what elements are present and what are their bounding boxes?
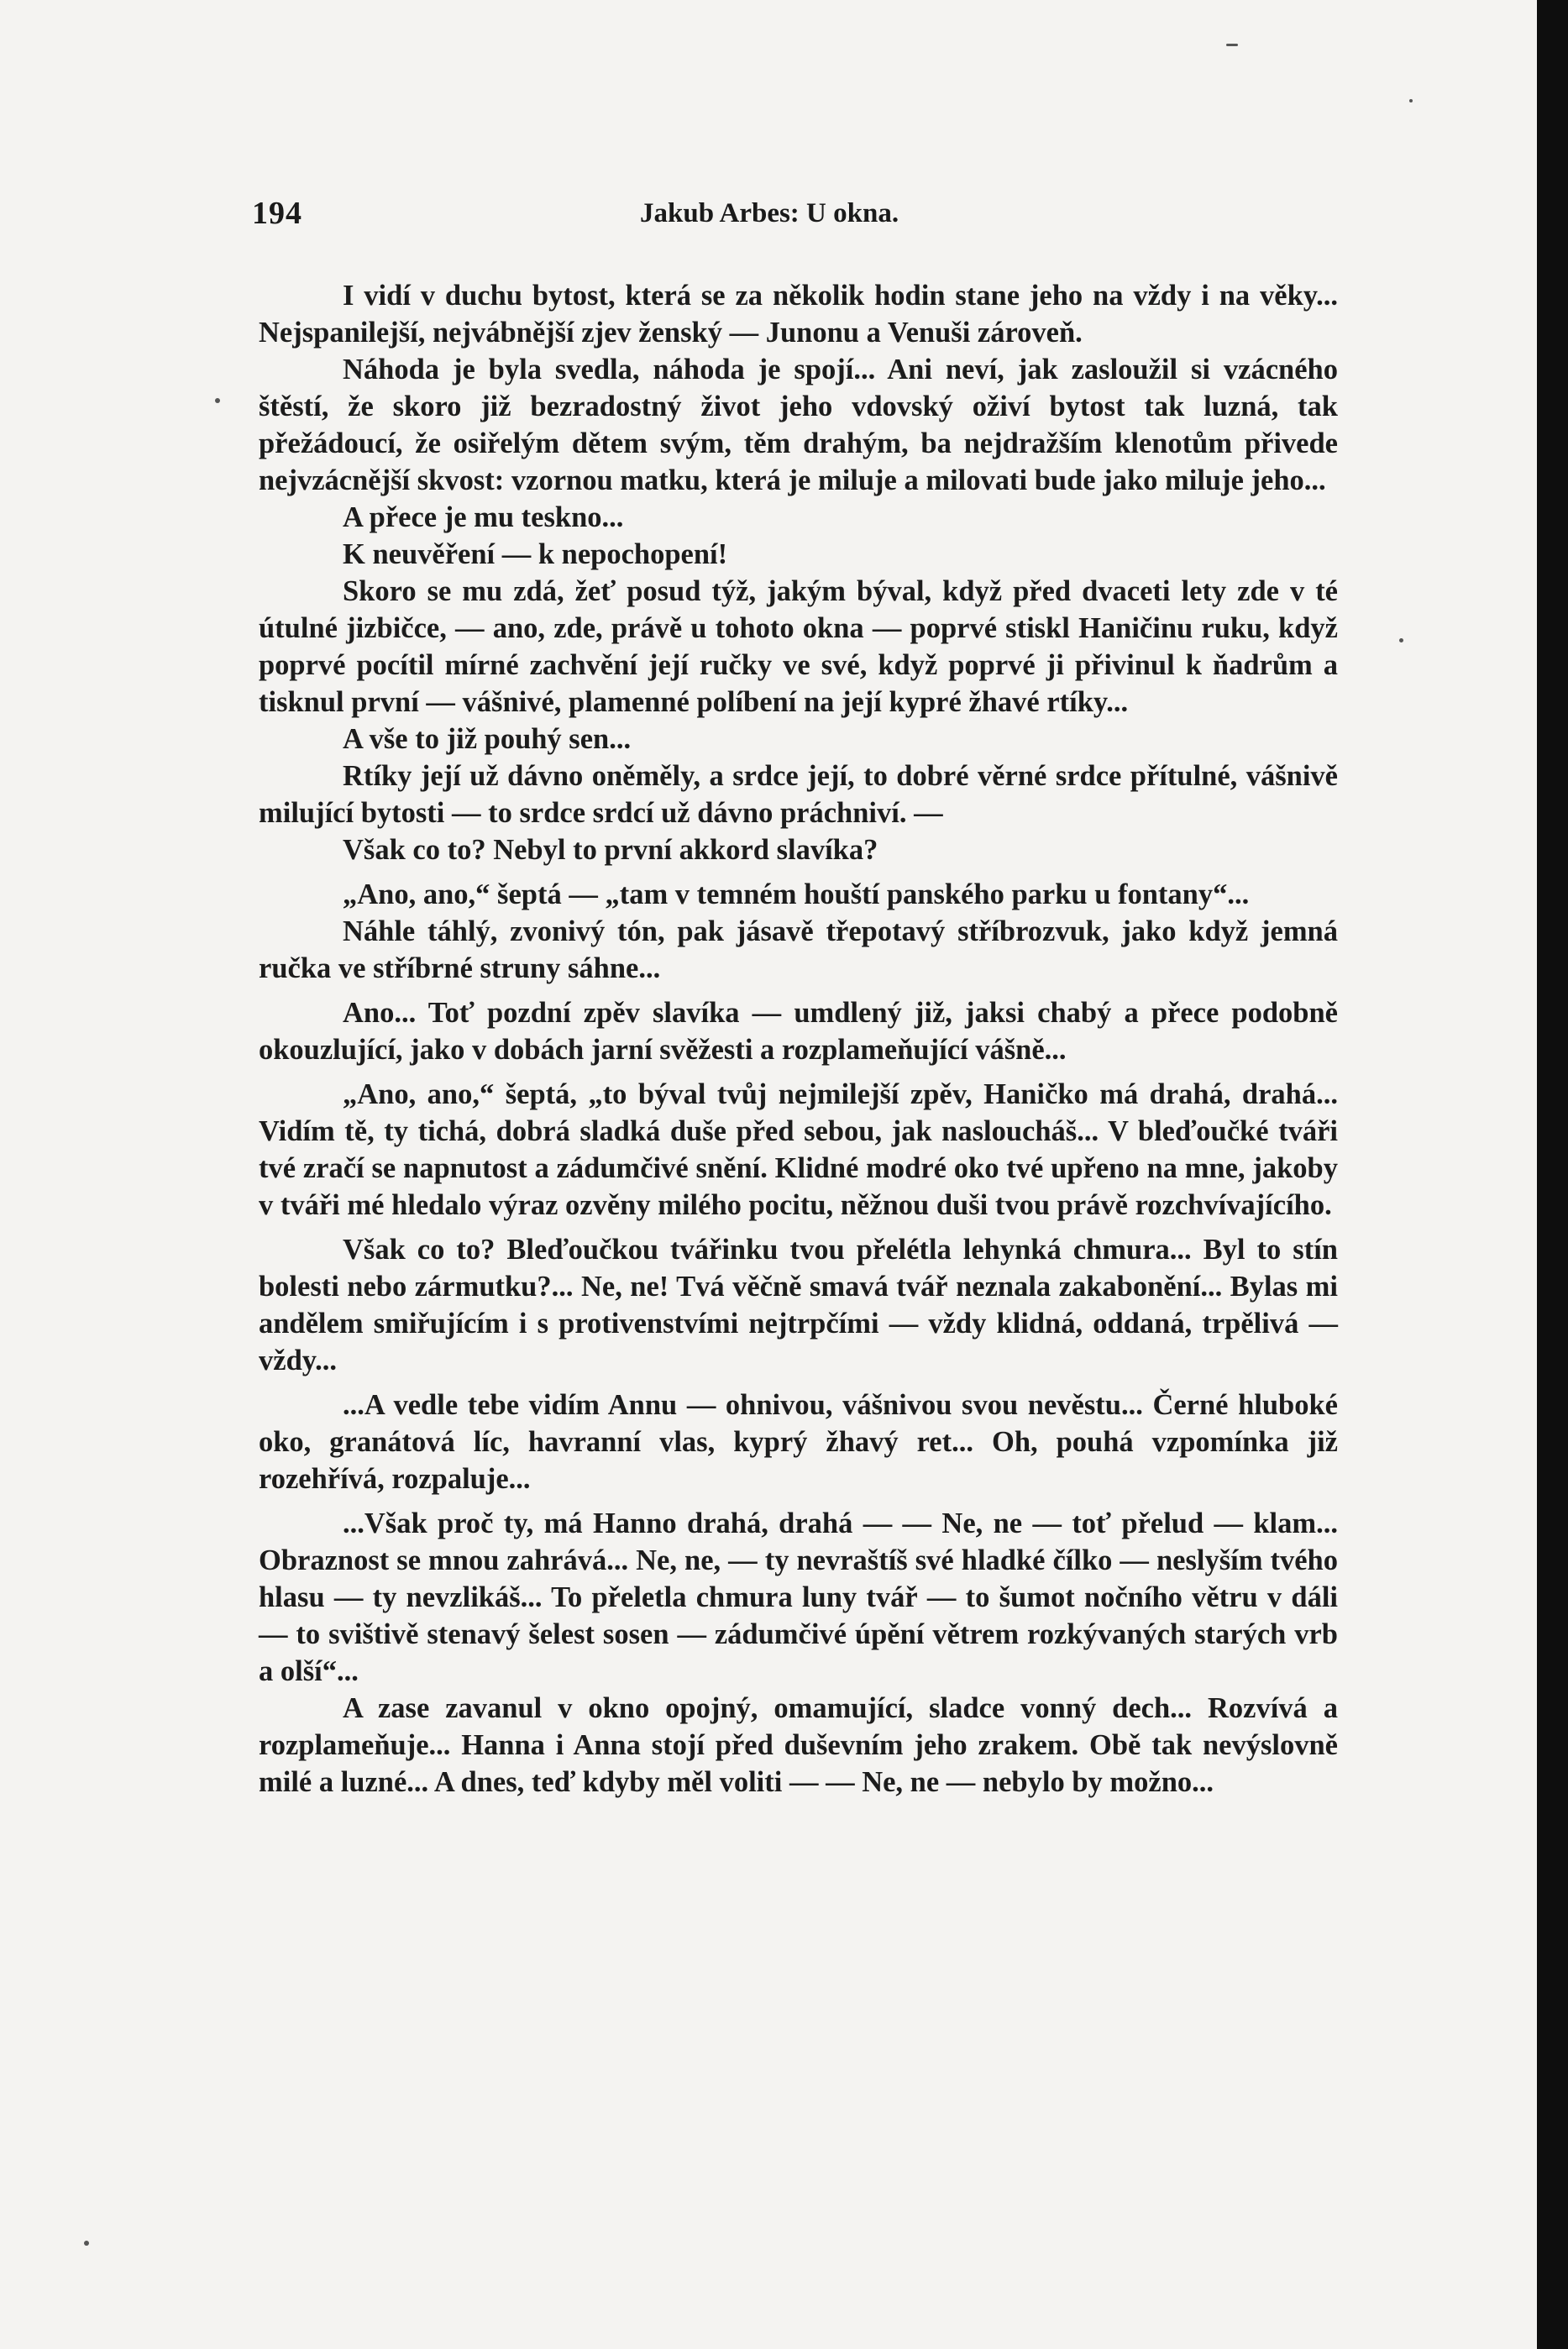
paper-speck [1399, 638, 1403, 642]
paragraph: Náhoda je byla svedla, náhoda je spojí... Ani neví, jak zasloužil si vzácného štěstí, že skoro již bezradostný život jeho vdovský oživí bytost tak luzná, tak přežádoucí, že osiřelým dětem svým, těm drahým, ba nejdražším klenotům přivede nejvzácnější skvost: vzornou matku, která je miluje a milovati bude jako miluje jeho... [259, 354, 1338, 496]
page-header [252, 195, 1344, 245]
paragraph: Však co to? Bleďoučkou tvářinku tvou přelétla lehynká chmura... Byl to stín bolesti nebo zármutku?... Ne, ne! Tvá věčně smavá tvář neznala zakabonění... Bylas mi andělem smiřujícím i s protivenstvími nejtrpčími — vždy klidná, oddaná, trpělivá — vždy... [259, 1234, 1338, 1376]
paragraph: ...A vedle tebe vidím Annu — ohnivou, vášnivou svou nevěstu... Černé hluboké oko, granátová líc, havranní vlas, kyprý žhavý ret... Oh, pouhá vzpomínka již rozehřívá, rozpaluje... [259, 1389, 1338, 1495]
paragraph: Skoro se mu zdá, žeť posud týž, jakým býval, když před dvaceti lety zde v té útulné jizbičce, — ano, zde, právě u tohoto okna — poprvé stiskl Haničinu ruku, když poprvé pocítil mírné zachvění její ručky ve své, když poprvé ji přivinul k ňadrům a tisknul první — vášnivé, plamenné políbení na její kypré žhavé rtíky... [259, 575, 1338, 718]
paragraph: Náhle táhlý, zvonivý tón, pak jásavě třepotavý stříbrozvuk, jako když jemná ručka ve stříbrné struny sáhne... [259, 915, 1338, 984]
paragraph: „Ano, ano,“ šeptá, „to býval tvůj nejmilejší zpěv, Haničko má drahá, drahá... Vidím tě, ty tichá, dobrá sladká duše před sebou, jak nasloucháš... V bleďoučké tváři tvé zračí se napnutost a zádumčivé snění. Klidné modré oko tvé upřeno na mne, jakoby v tváři mé hledalo výraz ozvěny milého pocitu, něžnou duši tvou právě rozchvívajícího. [259, 1078, 1338, 1221]
paragraph: I vidí v duchu bytost, která se za několik hodin stane jeho na vždy i na věky... Nejspanilejší, nejvábnější zjev ženský — Junonu a Venuši zároveň. [259, 280, 1338, 349]
scan-border [1537, 0, 1568, 2349]
paragraph: Ano... Toť pozdní zpěv slavíka — umdlený již, jaksi chabý a přece podobně okouzlující, jako v dobách jarní svěžesti a rozplameňující vášně... [259, 997, 1338, 1066]
page-number: 194 [252, 196, 302, 231]
paragraph: A zase zavanul v okno opojný, omamující, sladce vonný dech... Rozvívá a rozplameňuje... Hanna i Anna stojí před duševním jeho zrakem. Obě tak nevýslovně milé a luzné... A dnes, teď kdyby měl voliti — — Ne, ne — nebylo by možno... [259, 1692, 1338, 1798]
paper-speck [1226, 44, 1238, 46]
paragraph: K neuvěření — k nepochopení! [343, 538, 728, 570]
paragraph: „Ano, ano,“ šeptá — „tam v temném houští panského parku u fontany“... [343, 878, 1250, 910]
paragraph: A přece je mu teskno... [343, 501, 624, 533]
paragraph: ...Však proč ty, má Hanno drahá, drahá — — Ne, ne — toť přelud — klam... Obraznost se mnou zahrává... Ne, ne, — ty nevraštíš své hladké čílko — neslyším tvého hlasu — ty nevzlikáš... To přeletla chmura luny tvář — to šumot nočního větru v dáli — to svištivě stenavý šelest sosen — zádumčivé úpění větrem rozkývaných starých vrb a olší“... [259, 1507, 1338, 1687]
page-body [259, 277, 1338, 1801]
paper-speck [1409, 99, 1413, 102]
paper-speck [84, 2241, 89, 2246]
paragraph: A vše to již pouhý sen... [343, 723, 632, 755]
paragraph: Rtíky její už dávno oněměly, a srdce její, to dobré věrné srdce přítulné, vášnivě milující bytosti — to srdce srdcí už dávno práchniví. — [259, 760, 1338, 829]
paragraph: Však co to? Nebyl to první akkord slavíka? [343, 834, 878, 866]
running-title: Jakub Arbes: U okna. [640, 198, 899, 228]
paper-speck [215, 398, 220, 403]
